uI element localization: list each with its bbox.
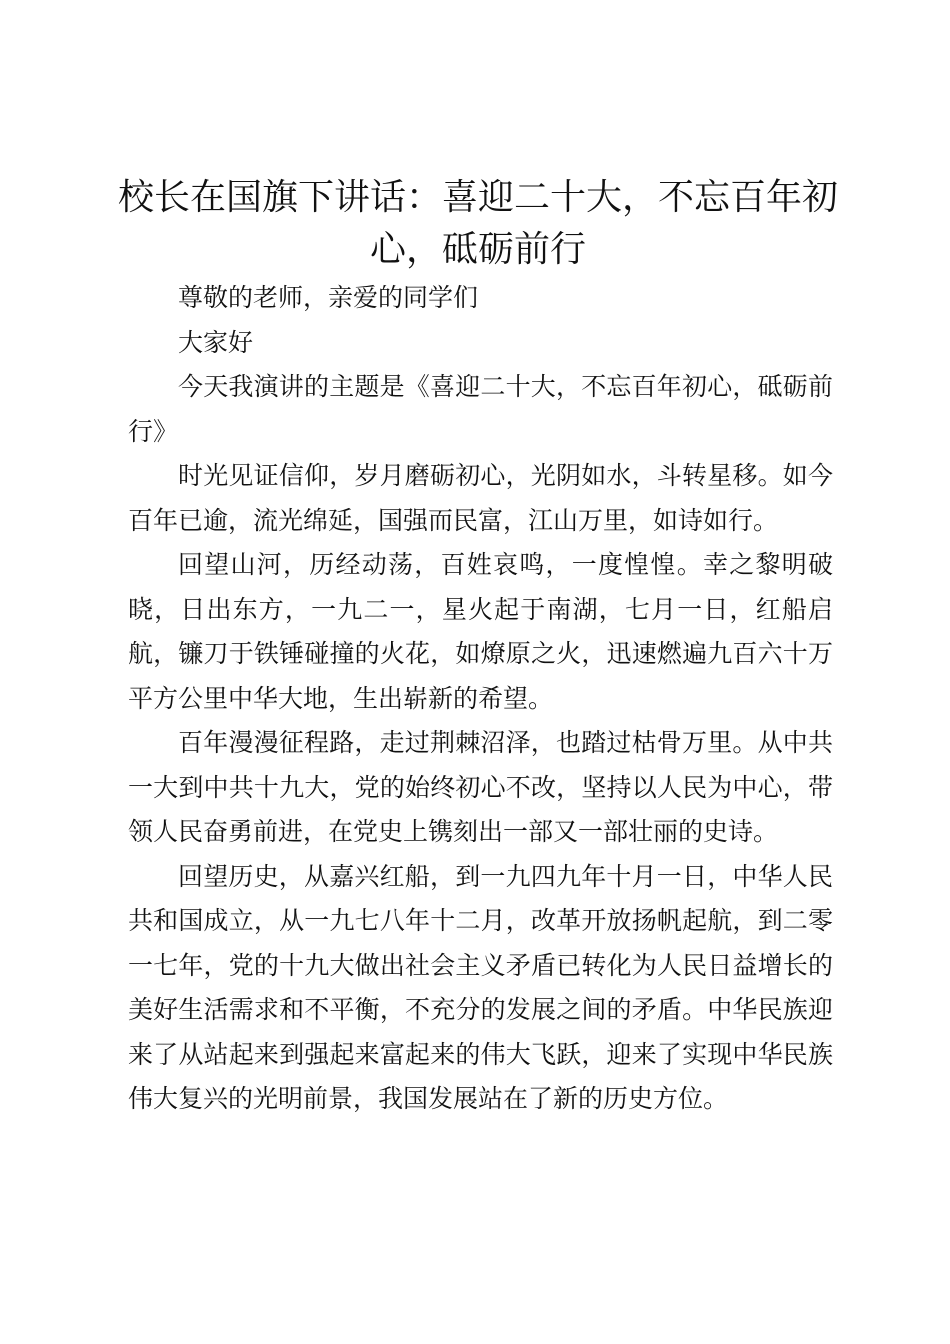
paragraph-greeting: 大家好 <box>178 327 254 357</box>
document-body <box>128 276 833 1122</box>
paragraph-salutation: 尊敬的老师，亲爱的同学们 <box>178 283 479 312</box>
paragraph-topic: 今天我演讲的主题是《喜迎二十大，不忘百年初心，砥砺前行》 <box>128 372 833 446</box>
paragraph: 时光见证信仰，岁月磨砺初心，光阴如水，斗转星移。如今百年已逾，流光绵延，国强而民富，江山万里，如诗如行。 <box>128 461 833 535</box>
paragraph: 回望历史，从嘉兴红船，到一九四九年十月一日，中华人民共和国成立，从一九七八年十二月，改革开放扬帆起航，到二零一七年，党的十九大做出社会主义矛盾已转化为人民日益增长的美好生活需求和不平衡，不充分的发展之间的矛盾。中华民族迎来了从站起来到强起来富起来的伟大飞跃，迎来了实现中华民族伟大复兴的光明前景，我国发展站在了新的历史方位。 <box>128 861 833 1113</box>
document-title: 校长在国旗下讲话：喜迎二十大，不忘百年初心，砥砺前行 <box>118 177 839 270</box>
paragraph: 百年漫漫征程路，走过荆棘沼泽，也踏过枯骨万里。从中共一大到中共十九大，党的始终初心不改，坚持以人民为中心，带领人民奋勇前进，在党史上镌刻出一部又一部壮丽的史诗。 <box>128 728 833 846</box>
paragraph: 回望山河，历经动荡，百姓哀鸣，一度惶惶。幸之黎明破晓，日出东方，一九二一，星火起于南湖，七月一日，红船启航，镰刀于铁锤碰撞的火花，如燎原之火，迅速燃遍九百六十万平方公里中华大地，生出崭新的希望。 <box>128 550 833 713</box>
